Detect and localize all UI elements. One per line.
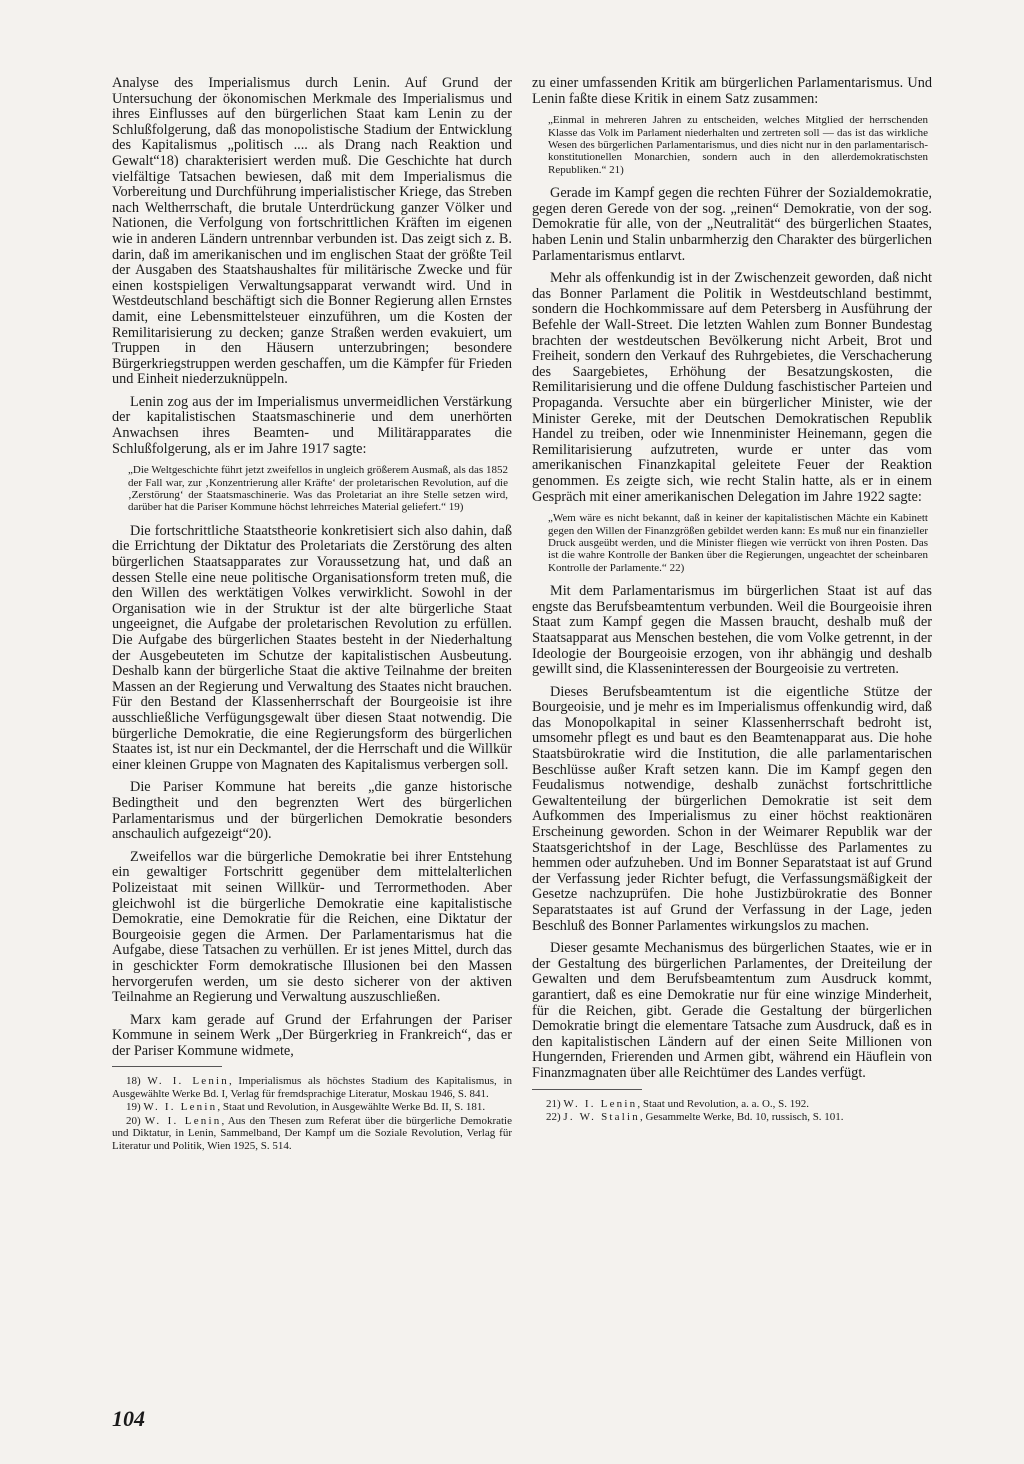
- footnote-21: [532, 1098, 932, 1110]
- paragraph: Zweifellos war die bürgerliche Demokratie bei ihrer Entstehung ein gewaltiger Fortschritt gegenüber dem mittelalterlichen Polizeistaat mit seinen Willkür- und Terrormethoden. Aber gleichwohl ist die bürgerliche Demokratie eine kapitalistische Demokratie, eine Demokratie für die Reichen, eine Diktatur der Bourgeoisie gegen die Armen. Der Parlamentarismus hat die Aufgabe, diese Tatsachen zu verhüllen. Er ist jenes Mittel, durch das in geschickter Form demokratische Illusionen bei den Massen hervorgerufen werden, um sie desto sicherer von der aktiven Teilnahme an Regierung und Verwaltung auszuschließen.: [112, 848, 512, 1006]
- footnote-text: , Aus den Thesen zum Referat über die bürgerliche Demokratie und Diktatur, in Lenin, Sammelband, Der Kampf um die Soziale Revolution, Verlag für Literatur und Politik, Wien 1925, S. 514.: [112, 1114, 512, 1152]
- left-column: [112, 76, 512, 1153]
- footnote-author: W. I. Lenin: [143, 1101, 218, 1114]
- footnote-author: W. I. Lenin: [144, 1114, 222, 1127]
- footnote-author: W. I. Lenin: [147, 1075, 230, 1088]
- paragraph: Dieses Berufsbeamtentum ist die eigentliche Stütze der Bourgeoisie, und je mehr es im Imperialismus offenkundig wird, daß das Monopolkapital in seiner Klassenherrschaft bedroht ist, umsomehr pflegt es und baut es den Beamtenapparat aus. Die hohe Staatsbürokratie wird die Institution, die alle parlamentarischen Beschlüsse außer Kraft setzen kann. Die im Kampf gegen den Feudalismus notwendige, deshalb zunächst fortschrittliche Gewaltenteilung der bürgerlichen Demokratie ist seit dem Aufkommen des Imperialismus zu einer höchst reaktionären Erscheinung geworden. Schon in der Weimarer Republik war der Staatsgerichtshof in der Lage, Beschlüsse des Parlamentes zu hemmen oder aufzuheben. Und im Bonner Separatstaat ist auf Grund der Verfassung jeder Richter befugt, die Verfassungsmäßigkeit der Gesetze nachzuprüfen. Die hohe Justizbürokratie des Bonner Separatstaates ist auf Grund der Verfassung in der Lage, jeden Beschluß des Bonner Parlamentes wirkungslos zu machen.: [532, 683, 932, 934]
- block-quote: „Einmal in mehreren Jahren zu entscheiden, welches Mitglied der herrschenden Klasse das Volk im Parlament niederhalten und zertreten soll — das ist das wirkliche Wesen des bürgerlichen Parlamentarismus, und dies nicht nur in den parlamentarisch-konstitutionellen Monarchien, sondern auch in den allerdemokratischsten Republiken.“ 21): [548, 114, 928, 176]
- paragraph: Mit dem Parlamentarismus im bürgerlichen Staat ist auf das engste das Berufsbeamtentum verbunden. Weil die Bourgeoisie ihren Staat zum Kampf gegen die Massen braucht, deshalb muß der Staatsapparat aus Menschen bestehen, die vom Volke getrennt, in der Ideologie der Bourgeoisie erzogen, von ihr abhängig und deshalb gewillt sind, die Klasseninteressen der Bourgeoisie zu vertreten.: [532, 583, 932, 678]
- footnote-text: , Staat und Revolution, a. a. O., S. 192.: [637, 1097, 810, 1110]
- footnote-text: , Gesammelte Werke, Bd. 10, russisch, S. 101.: [639, 1110, 844, 1123]
- paragraph: Lenin zog aus der im Imperialismus unvermeidlichen Verstärkung der kapitalistischen Staatsmaschinerie und dem unerhörten Anwachsen ihres Beamten- und Militärapparates die Schlußfolgerung, als er im Jahre 1917 sagte:: [112, 393, 512, 457]
- footnote-22: [532, 1111, 932, 1123]
- paragraph: Dieser gesamte Mechanismus des bürgerlichen Staates, wie er in der Gestaltung des bürgerlichen Parlamentes, der Dreiteilung der Gewalten und dem Berufsbeamtentum zum Ausdruck kommt, garantiert, daß es eine Demokratie nur für eine winzige Minderheit, für die Reichen, gibt. Gerade die Gestaltung der bürgerlichen Demokratie bringt die elementare Tatsache zum Ausdruck, daß es in den kapitalistischen Ländern auf der einen Seite Millionen von Hungernden, Frierenden und Armen gibt, während ein Häuflein von Finanzmagnaten über alle Reichtümer des Landes verfügt.: [532, 940, 932, 1081]
- page-number: 104: [112, 1406, 145, 1431]
- footnote-20: [112, 1115, 512, 1152]
- block-quote: „Wem wäre es nicht bekannt, daß in keiner der kapitalistischen Mächte ein Kabinett gegen den Willen der Finanzgrößen gebildet werden kann: Es muß nur ein finanzieller Druck ausgeübt werden, und die Minister fliegen wie verrückt von ihren Posten. Das ist die wahre Kontrolle der Banken über die Regierungen, ungeachtet der scheinbaren Kontrolle der Parlamente.“ 22): [548, 512, 928, 574]
- paragraph: Analyse des Imperialismus durch Lenin. Auf Grund der Untersuchung der ökonomischen Merkmale des Imperialismus und ihres Einflusses auf den bürgerlichen Staat kam Lenin zu der Schlußfolgerung, daß das monopolistische Stadium der Entwicklung des Kapitalismus „politisch .... als Drang nach Reaktion und Gewalt“18) charakterisiert werden muß. Die Geschichte hat durch vielfältige Tatsachen bewiesen, daß mit dem Imperialismus die Vorbereitung und Durchführung imperialistischer Kriege, das Streben nach Weltherrschaft, die brutale Unterdrückung ganzer Völker und Nationen, die Verfolgung von fortschrittlichen Kräften im eigenen wie in anderen Ländern untrennbar verbunden ist. Das zeigt sich z. B. darin, daß im amerikanischen und im englischen Staat der größte Teil der Ausgaben des Staatshaushaltes für militärische Zwecke und für einen kostspieligen Verwaltungsapparat verwandt wird. Und in Westdeutschland beschäftigt sich die Bonner Regierung allen Ernstes damit, eine Lebensmittelsteuer einzuführen, um die Kosten der Remilitarisierung zu decken; ganze Straßen werden evakuiert, um Truppen in den Häusern unterzubringen; besondere Bürgerkriegstruppen werden geschaffen, um die Kämpfer für Frieden und Einheit niederzuknüppeln.: [112, 75, 512, 388]
- footnote-19: [112, 1101, 512, 1113]
- footnote-author: J. W. Stalin: [563, 1110, 640, 1123]
- footnote-text: , Imperialismus als höchstes Stadium des Kapitalismus, in Ausgewählte Werke Bd. I, Verlag für fremdsprachige Literatur, Moskau 1946, S. 841.: [112, 1075, 512, 1100]
- paragraph: Mehr als offenkundig ist in der Zwischenzeit geworden, daß nicht das Bonner Parlament die Politik in Westdeutschland bestimmt, sondern die Hochkommissare auf dem Petersberg in Ausführung der Befehle der Wall-Street. Die letzten Wahlen zum Bonner Bundestag brachten der westdeutschen Bevölkerung nicht Arbeit, Brot und Freiheit, sondern den Verkauf des Ruhrgebietes, die Verschacherung des Saargebietes, Erhöhung der Besatzungskosten, die Remilitarisierung und die offene Duldung faschistischer Parteien und Propaganda. Versuchte aber ein bürgerlicher Minister, wie der Minister Gereke, mit der Deutschen Demokratischen Republik Handel zu treiben, oder wie Innenminister Heinemann, gegen die Remilitarisierung aufzutreten, wurde er unter das vom amerikanischen Finanzkapital geleitete Feuer der Reaktion genommen. Es zeigte sich, wie recht Stalin hatte, als er in einem Gespräch mit einer amerikanischen Delegation im Jahre 1922 sagte:: [532, 270, 932, 505]
- footnote-number: 20): [126, 1114, 141, 1127]
- paragraph: zu einer umfassenden Kritik am bürgerlichen Parlamentarismus. Und Lenin faßte diese Kritik in einem Satz zusammen:: [532, 75, 932, 107]
- footnote-divider: [112, 1066, 222, 1067]
- paragraph: Marx kam gerade auf Grund der Erfahrungen der Pariser Kommune in seinem Werk „Der Bürgerkrieg in Frankreich“, das er der Pariser Kommune widmete,: [112, 1011, 512, 1059]
- footnote-number: 21): [546, 1097, 561, 1110]
- right-column: [532, 76, 932, 1124]
- paragraph: Die Pariser Kommune hat bereits „die ganze historische Bedingtheit und den begrenzten Wert des bürgerlichen Parlamentarismus und der bürgerlichen Demokratie besonders anschaulich aufgezeigt“20).: [112, 779, 512, 843]
- block-quote: „Die Weltgeschichte führt jetzt zweifellos in ungleich größerem Ausmaß, als das 1852 der Fall war, zur ‚Konzentrierung aller Kräfte‘ der proletarischen Revolution, auf die ‚Zerstörung‘ der Staatsmaschinerie. Was das Proletariat an ihre Stelle setzen wird, darüber hat die Pariser Kommune höchst lehrreiches Material geliefert.“ 19): [128, 464, 508, 514]
- footnote-text: , Staat und Revolution, in Ausgewählte Werke Bd. II, S. 181.: [217, 1101, 486, 1114]
- footnote-number: 19): [126, 1101, 141, 1114]
- footnote-number: 22): [546, 1110, 561, 1123]
- footnote-divider: [532, 1089, 642, 1090]
- footnote-author: W. I. Lenin: [563, 1097, 638, 1110]
- footnote-18: [112, 1075, 512, 1100]
- paragraph: Die fortschrittliche Staatstheorie konkretisiert sich also dahin, daß die Errichtung der Diktatur des Proletariats die Zerstörung des alten bürgerlichen Staatsapparates zur Voraussetzung hat, und daß an dessen Stelle eine neue politische Organisationsform treten muß, die den Willen des werktätigen Volkes verwirklicht. Sowohl in der Organisation wie in der Struktur ist der alte bürgerliche Staat ungeeignet, die Aufgabe der proletarischen Revolution zu erfüllen. Die Aufgabe des bürgerlichen Staates besteht in der Niederhaltung der Ausgebeuteten im Schutze der kapitalistischen Ausbeutung. Deshalb kann der bürgerliche Staat die aktive Teilnahme der breiten Massen an der Regierung und Verwaltung des Staates nicht brauchen. Für den Bestand der Klassenherrschaft der Bourgeoisie ist ihre ausschließliche Verfügungsgewalt über diesen Staat notwendig. Die bürgerliche Demokratie, die eine Regierungsform des bürgerlichen Staates ist, ist nur ein Deckmantel, der die Herrschaft und die Willkür einer kleinen Gruppe von Magnaten des Kapitalismus verbergen soll.: [112, 522, 512, 773]
- paragraph: Gerade im Kampf gegen die rechten Führer der Sozialdemokratie, gegen deren Gerede von der sog. „reinen“ Demokratie, von der sog. Demokratie für alle, von der „Neutralität“ des bürgerlichen Staates, haben Lenin und Stalin unbarmherzig den Charakter des bürgerlichen Parlamentarismus entlarvt.: [532, 185, 932, 264]
- footnote-number: 18): [126, 1075, 141, 1088]
